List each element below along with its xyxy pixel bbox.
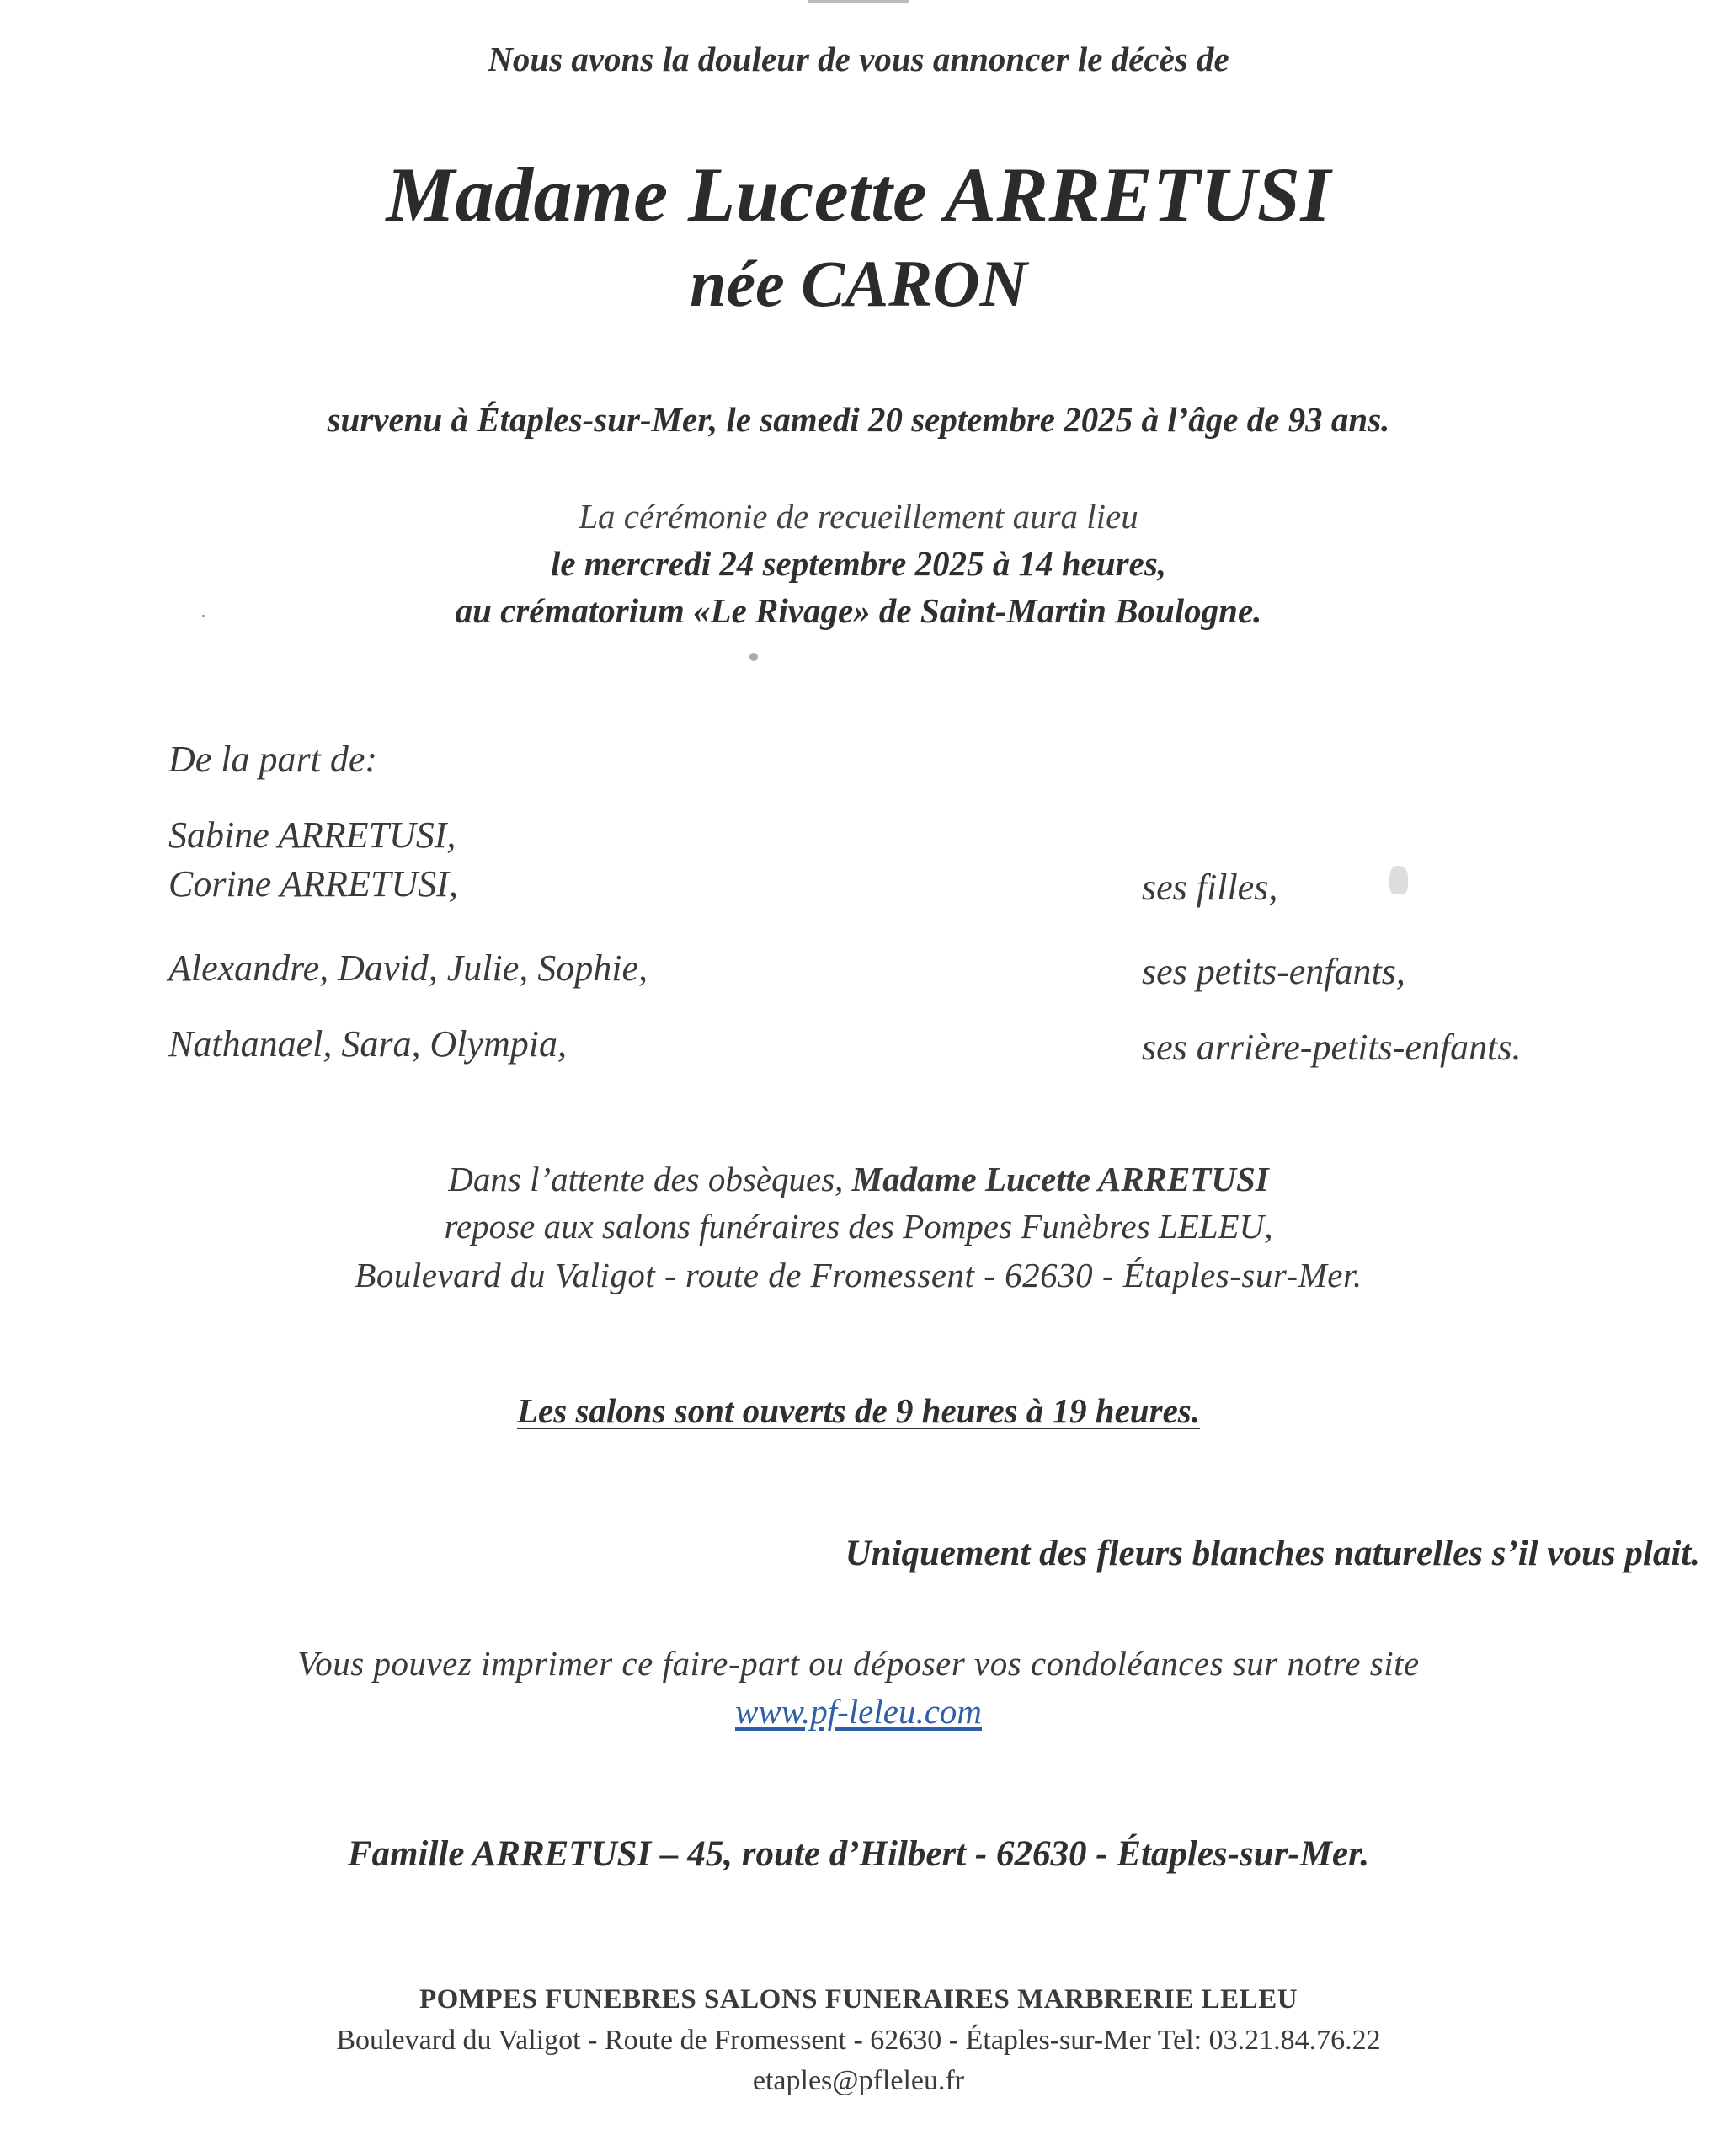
- family-address: Famille ARRETUSI – 45, route d’Hilbert - 62630 - Étaples-sur-Mer.: [347, 1834, 1370, 1874]
- ceremony-line-2: le mercredi 24 septembre 2025 à 14 heures,: [550, 544, 1167, 583]
- scan-speck: [202, 615, 205, 617]
- death-statement: survenu à Étaples-sur-Mer, le samedi 20 septembre 2025 à l’âge de 93 ans.: [327, 400, 1390, 439]
- footer-email: etaples@pfleleu.fr: [752, 2065, 965, 2096]
- daughter-name-1: Sabine ARRETUSI,: [168, 814, 456, 856]
- daughter-name-2: Corine ARRETUSI,: [168, 863, 458, 905]
- website-text: Vous pouvez imprimer ce faire-part ou déposer vos condoléances sur notre site: [297, 1644, 1420, 1683]
- deceased-name: Madame Lucette ARRETUSI: [386, 152, 1331, 237]
- flowers-note: Uniquement des fleurs blanches naturelles s’il vous plait.: [845, 1534, 1700, 1573]
- great-grandchildren-relation: ses arrière-petits-enfants.: [1142, 1027, 1522, 1068]
- ceremony-line-1: La cérémonie de recueillement aura lieu: [579, 497, 1138, 536]
- daughters-relation: ses filles,: [1142, 867, 1278, 908]
- resting-name: Madame Lucette ARRETUSI: [851, 1160, 1269, 1198]
- website-link[interactable]: www.pf-leleu.com: [734, 1692, 983, 1731]
- resting-line-2: repose aux salons funéraires des Pompes Funèbres LELEU,: [444, 1207, 1273, 1246]
- opening-hours-text: Les salons sont ouverts de 9 heures à 19 heures.: [517, 1391, 1200, 1430]
- website-line: [0, 1694, 1717, 1729]
- scan-speck: [749, 653, 758, 661]
- great-grandchildren-names: Nathanael, Sara, Olympia,: [168, 1023, 567, 1065]
- grandchildren-names: Alexandre, David, Julie, Sophie,: [168, 947, 648, 989]
- scan-speck: [1389, 866, 1408, 894]
- resting-line-3: Boulevard du Valigot - route de Fromessent - 62630 - Étaples-sur-Mer.: [355, 1256, 1362, 1294]
- resting-prefix: Dans l’attente des obsèques,: [448, 1160, 852, 1198]
- birth-name: née CARON: [690, 247, 1027, 320]
- scan-edge-mark: [808, 0, 909, 3]
- opening-hours: [0, 1391, 1717, 1430]
- ceremony-line-3: au crématorium «Le Rivage» de Saint-Martin Boulogne.: [455, 591, 1262, 630]
- grandchildren-relation: ses petits-enfants,: [1142, 951, 1405, 992]
- intro-text: Nous avons la douleur de vous annoncer le décès de: [488, 40, 1229, 78]
- footer-company: POMPES FUNEBRES SALONS FUNERAIRES MARBRERIE LELEU: [419, 1984, 1298, 2015]
- from-label: De la part de:: [168, 739, 378, 780]
- footer-address: Boulevard du Valigot - Route de Fromessent - 62630 - Étaples-sur-Mer Tel: 03.21.84.76.22: [336, 2025, 1381, 2056]
- resting-line-1: [0, 1162, 1717, 1197]
